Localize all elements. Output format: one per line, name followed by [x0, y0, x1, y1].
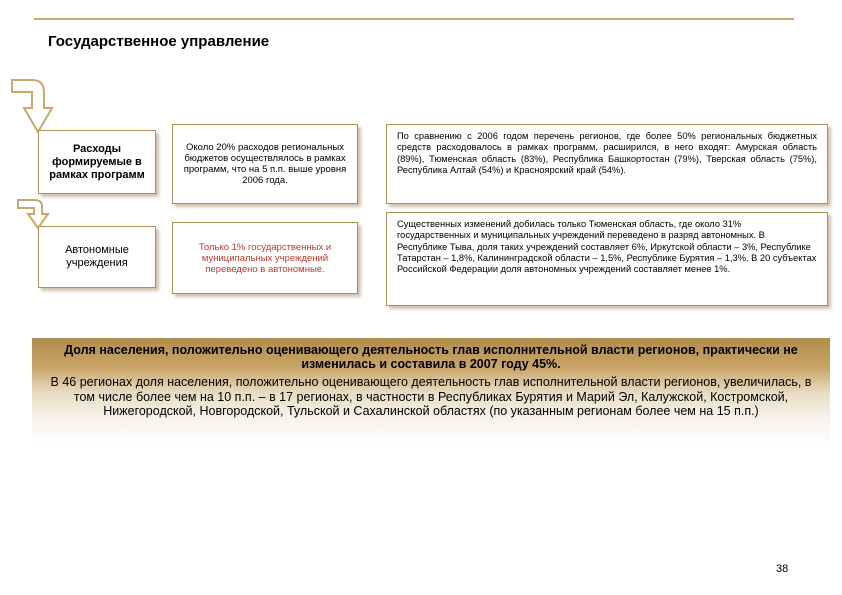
mid-box-autonomous: [172, 222, 358, 294]
row-label-text: Автономные учреждения: [65, 244, 129, 269]
row-label-text: Расходы формируемые в рамках программ: [49, 142, 145, 181]
header-frame-line: [34, 18, 794, 20]
right-box-programs: [386, 124, 828, 204]
summary-body: В 46 регионах доля населения, положительно оценивающего деятельность глав исполнительной власти регионов, увеличилась, в том числе более чем на 10 п.п. – в 17 регионах, в частности в Республиках Бурятия и Марий Эл, Калужской, Костромской, Нижегородской, Новгородской, Тульской и Сахалинской областях (по указанным регионам более чем на 15 п.п.): [50, 375, 812, 418]
mid-text: Только 1% государственных и муниципальных учреждений переведено в автономные.: [198, 241, 332, 275]
row-label-programs: [38, 130, 156, 194]
page-title: Государственное управление: [48, 33, 270, 50]
mid-text: Около 20% расходов региональных бюджетов осуществлялось в рамках программ, что на 5 п.п. выше уровня 2006 года.: [183, 142, 347, 186]
mid-box-programs: [172, 124, 358, 204]
right-text: Существенных изменений добилась только Тюменская область, где около 31% государственных и муниципальных учреждений переведено в разряд автономных. В Республике Тыва, доля таких учреждений составляет 6%, Иркутской области – 3%, Республике Татарстан – 1,8%, Калининградской области – 1,5%, Республике Бурятия – 1,3%. В 20 субъектах Российской Федерации доля автономных учреждений составляет менее 1%.: [397, 219, 817, 275]
arrow-down-icon: [8, 76, 70, 136]
row-label-autonomous: [38, 226, 156, 288]
page-number: 38: [776, 563, 789, 575]
right-box-autonomous: [386, 212, 828, 306]
right-text: По сравнению с 2006 годом перечень регионов, где более 50% региональных бюджетных средств расходовалось в рамках программ, расширился, в него входят: Амурская область (89%), Тюменская область (83%), Республика Башкортостан (79%), Тверская область (75%), Республика Алтай (54%) и Красноярский край (54%).: [397, 131, 817, 175]
summary-headline: Доля населения, положительно оценивающего деятельность глав исполнительной власти регионов, практически не изменилась и составила в 2007 году 45%.: [64, 343, 798, 371]
